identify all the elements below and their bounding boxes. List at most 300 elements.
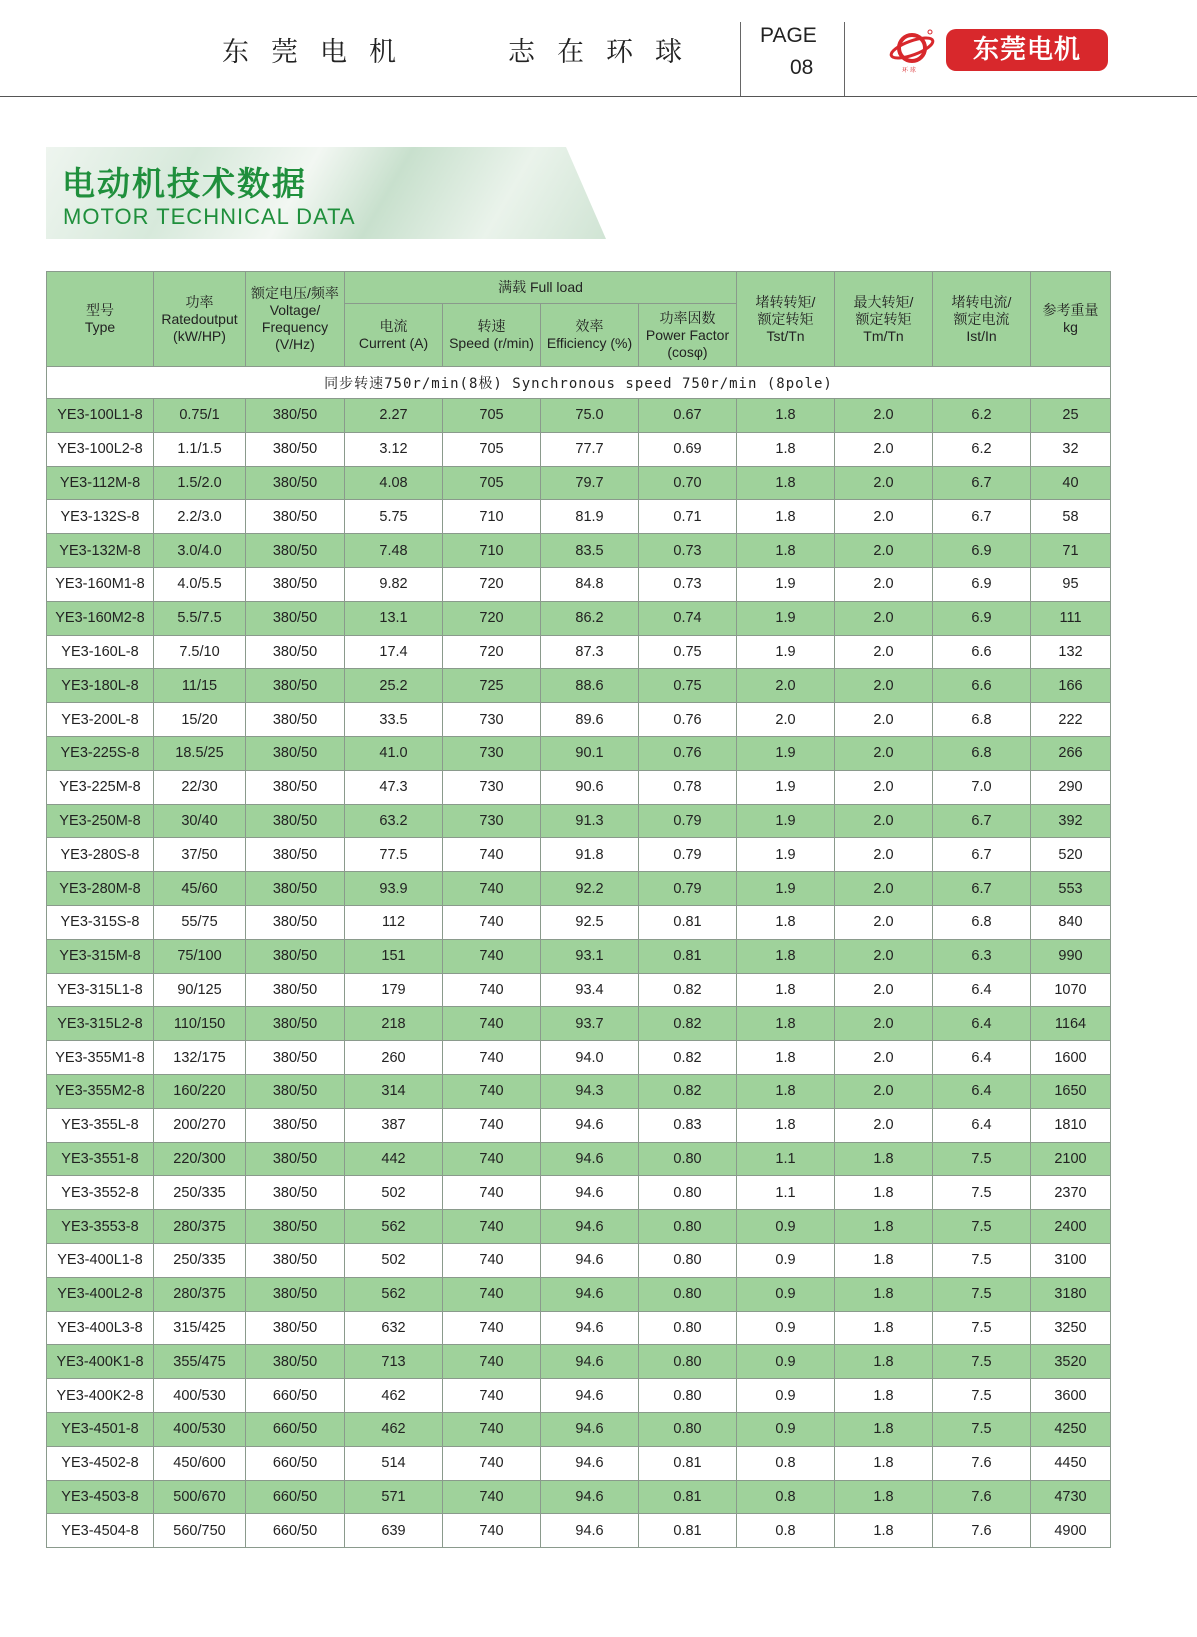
- section-title-en: MOTOR TECHNICAL DATA: [63, 204, 356, 229]
- cell-voltage: 380/50: [246, 939, 345, 973]
- cell-output: 250/335: [154, 1243, 246, 1277]
- cell-ist: 6.7: [933, 500, 1031, 534]
- table-row: [47, 703, 1111, 737]
- table-row: [47, 804, 1111, 838]
- cell-ist: 6.7: [933, 804, 1031, 838]
- cell-type: YE3-200L-8: [47, 703, 154, 737]
- cell-tst: 1.8: [737, 1074, 835, 1108]
- cell-efficiency: 89.6: [541, 703, 639, 737]
- cell-output: 90/125: [154, 973, 246, 1007]
- table-row: [47, 939, 1111, 973]
- header-type: 型号 Type: [47, 272, 154, 367]
- cell-tst: 1.8: [737, 1041, 835, 1075]
- cell-output: 75/100: [154, 939, 246, 973]
- header-power-factor: 功率因数 Power Factor (cosφ): [639, 304, 737, 367]
- cell-voltage: 660/50: [246, 1446, 345, 1480]
- cell-current: 151: [345, 939, 443, 973]
- table-row: [47, 399, 1111, 433]
- cell-tst: 1.8: [737, 973, 835, 1007]
- cell-voltage: 380/50: [246, 500, 345, 534]
- cell-tst: 1.8: [737, 432, 835, 466]
- motor-data-table: [46, 271, 1111, 1548]
- cell-efficiency: 94.6: [541, 1311, 639, 1345]
- cell-type: YE3-400K2-8: [47, 1379, 154, 1413]
- cell-power-factor: 0.80: [639, 1277, 737, 1311]
- cell-voltage: 380/50: [246, 1277, 345, 1311]
- table-row: [47, 872, 1111, 906]
- cell-efficiency: 94.6: [541, 1210, 639, 1244]
- cell-weight: 111: [1031, 601, 1111, 635]
- table-row: [47, 1345, 1111, 1379]
- cell-current: 25.2: [345, 669, 443, 703]
- cell-weight: 1070: [1031, 973, 1111, 1007]
- cell-output: 355/475: [154, 1345, 246, 1379]
- cell-current: 33.5: [345, 703, 443, 737]
- cell-output: 55/75: [154, 905, 246, 939]
- cell-speed: 740: [443, 973, 541, 1007]
- cell-tm: 1.8: [835, 1243, 933, 1277]
- cell-power-factor: 0.81: [639, 1480, 737, 1514]
- cell-power-factor: 0.75: [639, 635, 737, 669]
- cell-type: YE3-315M-8: [47, 939, 154, 973]
- cell-weight: 3100: [1031, 1243, 1111, 1277]
- cell-speed: 740: [443, 1379, 541, 1413]
- cell-current: 562: [345, 1210, 443, 1244]
- cell-weight: 4250: [1031, 1412, 1111, 1446]
- cell-speed: 705: [443, 466, 541, 500]
- page-header: [0, 0, 1197, 97]
- cell-output: 200/270: [154, 1108, 246, 1142]
- cell-current: 562: [345, 1277, 443, 1311]
- cell-power-factor: 0.82: [639, 1007, 737, 1041]
- cell-tm: 2.0: [835, 1108, 933, 1142]
- table-row: [47, 1446, 1111, 1480]
- cell-tm: 2.0: [835, 534, 933, 568]
- cell-voltage: 380/50: [246, 567, 345, 601]
- cell-speed: 740: [443, 1074, 541, 1108]
- cell-power-factor: 0.75: [639, 669, 737, 703]
- cell-current: 179: [345, 973, 443, 1007]
- cell-power-factor: 0.80: [639, 1345, 737, 1379]
- cell-tst: 1.9: [737, 770, 835, 804]
- cell-power-factor: 0.69: [639, 432, 737, 466]
- cell-tst: 0.8: [737, 1514, 835, 1548]
- cell-efficiency: 79.7: [541, 466, 639, 500]
- cell-power-factor: 0.76: [639, 736, 737, 770]
- cell-tm: 1.8: [835, 1412, 933, 1446]
- header-tst: 堵转转矩/ 额定转矩 Tst/Tn: [737, 272, 835, 367]
- header-current: 电流 Current (A): [345, 304, 443, 367]
- cell-power-factor: 0.79: [639, 838, 737, 872]
- header-voltage: 额定电压/频率 Voltage/ Frequency (V/Hz): [246, 272, 345, 367]
- table-row: [47, 466, 1111, 500]
- cell-tm: 2.0: [835, 973, 933, 1007]
- table-row: [47, 1243, 1111, 1277]
- cell-speed: 720: [443, 601, 541, 635]
- cell-type: YE3-3552-8: [47, 1176, 154, 1210]
- cell-tst: 1.9: [737, 601, 835, 635]
- cell-ist: 7.5: [933, 1277, 1031, 1311]
- cell-current: 387: [345, 1108, 443, 1142]
- cell-tm: 1.8: [835, 1176, 933, 1210]
- cell-type: YE3-3553-8: [47, 1210, 154, 1244]
- cell-efficiency: 94.6: [541, 1108, 639, 1142]
- cell-power-factor: 0.79: [639, 872, 737, 906]
- header-output: 功率 Ratedoutput (kW/HP): [154, 272, 246, 367]
- cell-current: 442: [345, 1142, 443, 1176]
- cell-power-factor: 0.80: [639, 1176, 737, 1210]
- cell-current: 112: [345, 905, 443, 939]
- cell-voltage: 380/50: [246, 736, 345, 770]
- cell-type: YE3-400L2-8: [47, 1277, 154, 1311]
- header-divider-left: [740, 22, 741, 96]
- cell-output: 30/40: [154, 804, 246, 838]
- sync-speed-label: 同步转速750r/min(8极) Synchronous speed 750r/min (8pole): [47, 367, 1111, 399]
- cell-output: 18.5/25: [154, 736, 246, 770]
- cell-efficiency: 93.4: [541, 973, 639, 1007]
- cell-weight: 3600: [1031, 1379, 1111, 1413]
- cell-speed: 705: [443, 432, 541, 466]
- cell-ist: 6.7: [933, 872, 1031, 906]
- cell-voltage: 380/50: [246, 669, 345, 703]
- cell-type: YE3-160M2-8: [47, 601, 154, 635]
- cell-tm: 2.0: [835, 838, 933, 872]
- cell-ist: 6.9: [933, 567, 1031, 601]
- cell-tm: 1.8: [835, 1446, 933, 1480]
- cell-tst: 0.8: [737, 1480, 835, 1514]
- cell-ist: 7.5: [933, 1243, 1031, 1277]
- cell-type: YE3-225M-8: [47, 770, 154, 804]
- cell-tm: 1.8: [835, 1345, 933, 1379]
- cell-output: 37/50: [154, 838, 246, 872]
- cell-voltage: 380/50: [246, 466, 345, 500]
- cell-current: 218: [345, 1007, 443, 1041]
- cell-ist: 7.5: [933, 1210, 1031, 1244]
- cell-voltage: 380/50: [246, 872, 345, 906]
- cell-tm: 2.0: [835, 1074, 933, 1108]
- cell-weight: 2100: [1031, 1142, 1111, 1176]
- cell-tm: 1.8: [835, 1379, 933, 1413]
- cell-tst: 1.1: [737, 1176, 835, 1210]
- cell-voltage: 380/50: [246, 1311, 345, 1345]
- cell-output: 4.0/5.5: [154, 567, 246, 601]
- cell-tst: 0.9: [737, 1311, 835, 1345]
- cell-type: YE3-4501-8: [47, 1412, 154, 1446]
- cell-type: YE3-225S-8: [47, 736, 154, 770]
- cell-type: YE3-400L1-8: [47, 1243, 154, 1277]
- cell-voltage: 380/50: [246, 804, 345, 838]
- cell-current: 93.9: [345, 872, 443, 906]
- cell-voltage: 380/50: [246, 1007, 345, 1041]
- cell-voltage: 380/50: [246, 1243, 345, 1277]
- cell-efficiency: 94.6: [541, 1480, 639, 1514]
- cell-type: YE3-355L-8: [47, 1108, 154, 1142]
- cell-output: 15/20: [154, 703, 246, 737]
- cell-power-factor: 0.82: [639, 1041, 737, 1075]
- cell-tm: 1.8: [835, 1277, 933, 1311]
- cell-current: 632: [345, 1311, 443, 1345]
- cell-current: 4.08: [345, 466, 443, 500]
- cell-tst: 2.0: [737, 669, 835, 703]
- header-tm: 最大转矩/ 额定转矩 Tm/Tn: [835, 272, 933, 367]
- cell-power-factor: 0.82: [639, 1074, 737, 1108]
- cell-current: 7.48: [345, 534, 443, 568]
- cell-output: 560/750: [154, 1514, 246, 1548]
- cell-speed: 720: [443, 567, 541, 601]
- cell-tst: 1.8: [737, 1108, 835, 1142]
- cell-ist: 7.5: [933, 1345, 1031, 1379]
- cell-ist: 6.4: [933, 1007, 1031, 1041]
- header-ist: 堵转电流/ 额定电流 Ist/In: [933, 272, 1031, 367]
- cell-current: 314: [345, 1074, 443, 1108]
- cell-tm: 2.0: [835, 601, 933, 635]
- cell-tm: 2.0: [835, 804, 933, 838]
- table-row: [47, 432, 1111, 466]
- table-row: [47, 601, 1111, 635]
- cell-ist: 7.6: [933, 1446, 1031, 1480]
- cell-type: YE3-400K1-8: [47, 1345, 154, 1379]
- cell-efficiency: 75.0: [541, 399, 639, 433]
- cell-weight: 3250: [1031, 1311, 1111, 1345]
- cell-efficiency: 94.6: [541, 1176, 639, 1210]
- cell-ist: 7.5: [933, 1311, 1031, 1345]
- cell-current: 462: [345, 1412, 443, 1446]
- cell-output: 400/530: [154, 1379, 246, 1413]
- table-row: [47, 1210, 1111, 1244]
- cell-tm: 2.0: [835, 872, 933, 906]
- table-row: [47, 669, 1111, 703]
- cell-voltage: 380/50: [246, 1176, 345, 1210]
- cell-voltage: 380/50: [246, 1142, 345, 1176]
- cell-weight: 553: [1031, 872, 1111, 906]
- cell-current: 2.27: [345, 399, 443, 433]
- cell-weight: 25: [1031, 399, 1111, 433]
- cell-ist: 7.0: [933, 770, 1031, 804]
- cell-speed: 730: [443, 703, 541, 737]
- cell-speed: 705: [443, 399, 541, 433]
- cell-power-factor: 0.73: [639, 534, 737, 568]
- cell-ist: 6.4: [933, 973, 1031, 1007]
- cell-speed: 710: [443, 500, 541, 534]
- cell-type: YE3-160L-8: [47, 635, 154, 669]
- cell-weight: 166: [1031, 669, 1111, 703]
- cell-voltage: 380/50: [246, 1345, 345, 1379]
- header-efficiency: 效率 Efficiency (%): [541, 304, 639, 367]
- cell-efficiency: 94.6: [541, 1514, 639, 1548]
- table-row: [47, 1412, 1111, 1446]
- cell-tm: 1.8: [835, 1311, 933, 1345]
- cell-speed: 740: [443, 1041, 541, 1075]
- table-row: [47, 973, 1111, 1007]
- cell-ist: 7.5: [933, 1379, 1031, 1413]
- table-row: [47, 500, 1111, 534]
- logo-small-text: 环 球: [902, 67, 916, 74]
- cell-power-factor: 0.80: [639, 1243, 737, 1277]
- cell-output: 1.5/2.0: [154, 466, 246, 500]
- cell-efficiency: 86.2: [541, 601, 639, 635]
- cell-type: YE3-112M-8: [47, 466, 154, 500]
- cell-ist: 6.7: [933, 466, 1031, 500]
- cell-ist: 6.4: [933, 1074, 1031, 1108]
- header-speed: 转速 Speed (r/min): [443, 304, 541, 367]
- cell-weight: 266: [1031, 736, 1111, 770]
- table-row: [47, 1480, 1111, 1514]
- table-row: [47, 1007, 1111, 1041]
- cell-type: YE3-355M1-8: [47, 1041, 154, 1075]
- cell-output: 220/300: [154, 1142, 246, 1176]
- cell-tst: 1.9: [737, 838, 835, 872]
- cell-tst: 1.9: [737, 567, 835, 601]
- cell-weight: 520: [1031, 838, 1111, 872]
- cell-weight: 71: [1031, 534, 1111, 568]
- cell-tst: 1.9: [737, 804, 835, 838]
- cell-speed: 740: [443, 1480, 541, 1514]
- cell-tst: 1.8: [737, 399, 835, 433]
- cell-voltage: 380/50: [246, 973, 345, 1007]
- table-row: [47, 1379, 1111, 1413]
- cell-efficiency: 94.6: [541, 1142, 639, 1176]
- cell-current: 47.3: [345, 770, 443, 804]
- cell-voltage: 380/50: [246, 770, 345, 804]
- cell-efficiency: 94.3: [541, 1074, 639, 1108]
- cell-tst: 0.9: [737, 1210, 835, 1244]
- cell-tst: 1.9: [737, 736, 835, 770]
- cell-ist: 6.6: [933, 635, 1031, 669]
- cell-power-factor: 0.81: [639, 1514, 737, 1548]
- cell-efficiency: 87.3: [541, 635, 639, 669]
- cell-current: 77.5: [345, 838, 443, 872]
- cell-power-factor: 0.82: [639, 973, 737, 1007]
- cell-voltage: 660/50: [246, 1514, 345, 1548]
- cell-ist: 7.6: [933, 1480, 1031, 1514]
- cell-ist: 7.5: [933, 1142, 1031, 1176]
- cell-tst: 1.8: [737, 534, 835, 568]
- cell-speed: 740: [443, 1345, 541, 1379]
- header-weight: 参考重量 kg: [1031, 272, 1111, 367]
- cell-efficiency: 94.0: [541, 1041, 639, 1075]
- cell-current: 514: [345, 1446, 443, 1480]
- cell-weight: 4900: [1031, 1514, 1111, 1548]
- cell-power-factor: 0.80: [639, 1311, 737, 1345]
- cell-weight: 4730: [1031, 1480, 1111, 1514]
- cell-weight: 3180: [1031, 1277, 1111, 1311]
- cell-ist: 6.2: [933, 399, 1031, 433]
- cell-efficiency: 90.1: [541, 736, 639, 770]
- cell-efficiency: 94.6: [541, 1345, 639, 1379]
- cell-power-factor: 0.80: [639, 1210, 737, 1244]
- cell-power-factor: 0.81: [639, 939, 737, 973]
- cell-tm: 1.8: [835, 1210, 933, 1244]
- cell-power-factor: 0.79: [639, 804, 737, 838]
- cell-power-factor: 0.71: [639, 500, 737, 534]
- cell-tst: 1.8: [737, 1007, 835, 1041]
- cell-current: 502: [345, 1176, 443, 1210]
- cell-tst: 0.9: [737, 1277, 835, 1311]
- table-row: [47, 1142, 1111, 1176]
- cell-voltage: 380/50: [246, 1210, 345, 1244]
- cell-speed: 740: [443, 1277, 541, 1311]
- page-number: 08: [790, 56, 814, 79]
- cell-type: YE3-280S-8: [47, 838, 154, 872]
- cell-tst: 1.8: [737, 939, 835, 973]
- cell-current: 9.82: [345, 567, 443, 601]
- cell-weight: 1600: [1031, 1041, 1111, 1075]
- cell-weight: 1164: [1031, 1007, 1111, 1041]
- cell-efficiency: 94.6: [541, 1379, 639, 1413]
- cell-output: 160/220: [154, 1074, 246, 1108]
- cell-type: YE3-160M1-8: [47, 567, 154, 601]
- cell-weight: 1810: [1031, 1108, 1111, 1142]
- cell-type: YE3-4504-8: [47, 1514, 154, 1548]
- cell-tst: 1.8: [737, 466, 835, 500]
- cell-output: 250/335: [154, 1176, 246, 1210]
- table-row: [47, 1041, 1111, 1075]
- cell-output: 3.0/4.0: [154, 534, 246, 568]
- cell-power-factor: 0.78: [639, 770, 737, 804]
- cell-power-factor: 0.67: [639, 399, 737, 433]
- cell-power-factor: 0.83: [639, 1108, 737, 1142]
- cell-current: 63.2: [345, 804, 443, 838]
- cell-speed: 740: [443, 1514, 541, 1548]
- cell-speed: 740: [443, 939, 541, 973]
- cell-power-factor: 0.80: [639, 1142, 737, 1176]
- cell-voltage: 380/50: [246, 432, 345, 466]
- cell-efficiency: 94.6: [541, 1412, 639, 1446]
- cell-output: 45/60: [154, 872, 246, 906]
- cell-output: 1.1/1.5: [154, 432, 246, 466]
- cell-efficiency: 90.6: [541, 770, 639, 804]
- cell-tm: 1.8: [835, 1142, 933, 1176]
- cell-speed: 740: [443, 1243, 541, 1277]
- cell-tm: 1.8: [835, 1480, 933, 1514]
- cell-ist: 6.4: [933, 1108, 1031, 1142]
- cell-voltage: 660/50: [246, 1379, 345, 1413]
- cell-current: 713: [345, 1345, 443, 1379]
- cell-ist: 6.8: [933, 703, 1031, 737]
- cell-tst: 0.9: [737, 1243, 835, 1277]
- cell-type: YE3-280M-8: [47, 872, 154, 906]
- cell-ist: 6.4: [933, 1041, 1031, 1075]
- cell-current: 17.4: [345, 635, 443, 669]
- cell-weight: 2370: [1031, 1176, 1111, 1210]
- table-row: [47, 1277, 1111, 1311]
- cell-type: YE3-315L2-8: [47, 1007, 154, 1041]
- cell-speed: 740: [443, 1210, 541, 1244]
- cell-output: 280/375: [154, 1210, 246, 1244]
- cell-tst: 1.9: [737, 872, 835, 906]
- cell-current: 502: [345, 1243, 443, 1277]
- cell-power-factor: 0.81: [639, 905, 737, 939]
- cell-current: 13.1: [345, 601, 443, 635]
- cell-speed: 740: [443, 1108, 541, 1142]
- cell-ist: 6.9: [933, 601, 1031, 635]
- cell-tst: 1.8: [737, 905, 835, 939]
- cell-voltage: 380/50: [246, 399, 345, 433]
- cell-tm: 2.0: [835, 1041, 933, 1075]
- cell-weight: 290: [1031, 770, 1111, 804]
- cell-speed: 740: [443, 1142, 541, 1176]
- cell-type: YE3-132S-8: [47, 500, 154, 534]
- cell-efficiency: 94.6: [541, 1243, 639, 1277]
- cell-tm: 2.0: [835, 669, 933, 703]
- cell-weight: 32: [1031, 432, 1111, 466]
- cell-tm: 2.0: [835, 635, 933, 669]
- cell-ist: 7.6: [933, 1514, 1031, 1548]
- table-row: [47, 1108, 1111, 1142]
- cell-ist: 6.2: [933, 432, 1031, 466]
- cell-current: 3.12: [345, 432, 443, 466]
- cell-output: 11/15: [154, 669, 246, 703]
